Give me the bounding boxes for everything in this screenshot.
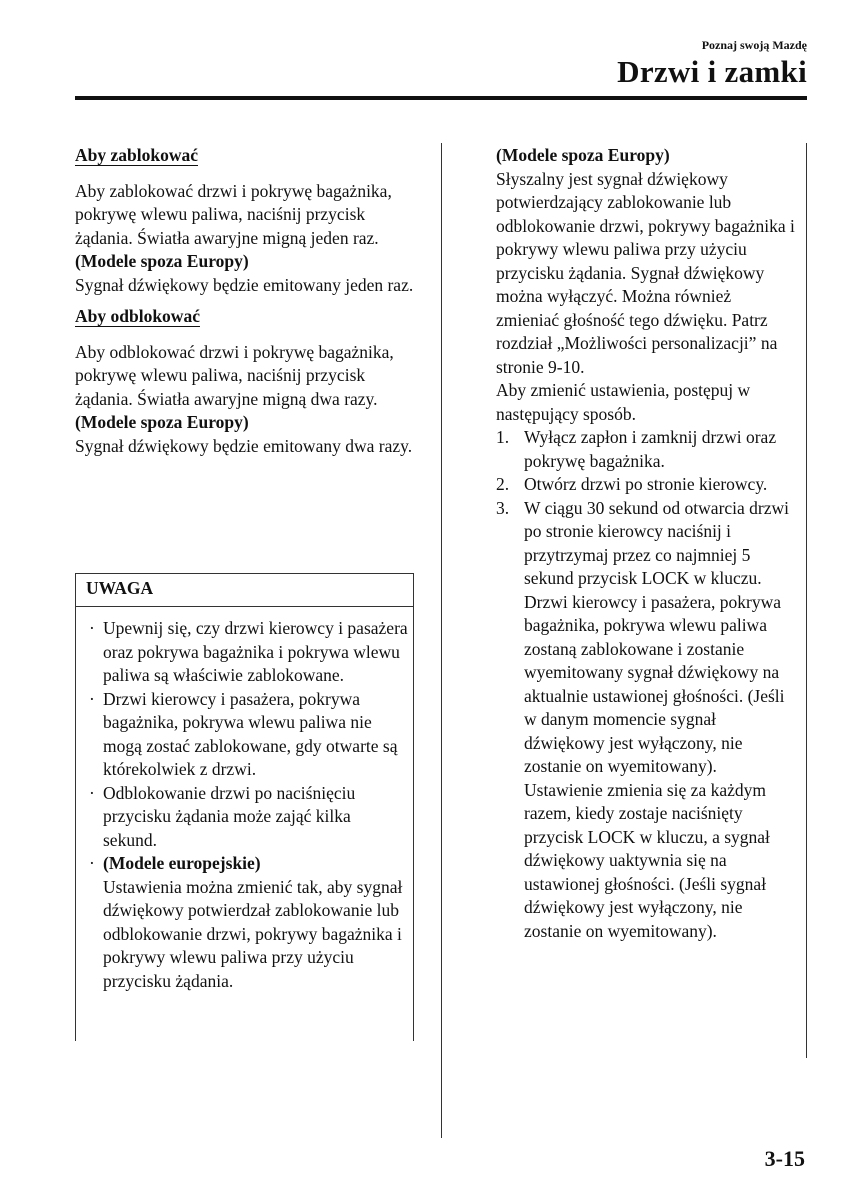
step-item bbox=[496, 473, 796, 497]
note-item bbox=[89, 782, 409, 853]
step-item bbox=[496, 497, 796, 944]
step-text: Otwórz drzwi po stronie kierowcy. bbox=[524, 474, 768, 494]
lock-heading: Aby zablokować bbox=[75, 145, 198, 165]
right-sub-heading: (Modele spoza Europy) bbox=[496, 145, 670, 165]
note-item-text: Odblokowanie drzwi po naciśnięciu przycisku żądania może zająć kilka sekund. bbox=[103, 782, 356, 850]
column-divider-right bbox=[806, 143, 807, 1058]
lock-sub-body: Sygnał dźwiękowy będzie emitowany jeden raz. bbox=[75, 274, 414, 295]
note-item-sub-heading: (Modele europejskie) bbox=[103, 853, 261, 873]
bullet-icon: · bbox=[89, 688, 95, 709]
note-item-text: Drzwi kierowcy i pasażera, pokrywa bagażnika, pokrywa wlewu paliwa nie mogą zostać zablokowane, gdy otwarte są którekolwiek z drzwi. bbox=[103, 688, 398, 779]
note-title: UWAGA bbox=[75, 573, 414, 607]
page-title: Drzwi i zamki bbox=[617, 54, 807, 89]
left-column bbox=[75, 144, 427, 458]
note-item bbox=[89, 852, 409, 993]
note-item bbox=[89, 688, 409, 782]
note-item-text: Ustawienia można zmienić tak, aby sygnał dźwiękowy potwierdzał zablokowanie lub odblokowanie drzwi, pokrywy bagażnika i pokrywy wlewu paliwa przy użyciu przycisku żądania. bbox=[103, 876, 403, 991]
note-box bbox=[75, 573, 414, 1041]
bullet-icon: · bbox=[89, 618, 95, 638]
step-text: Wyłącz zapłon i zamknij drzwi oraz pokrywę bagażnika. bbox=[524, 427, 777, 471]
note-border-right bbox=[413, 607, 414, 1041]
bullet-icon: · bbox=[89, 853, 95, 873]
step-number: 2. bbox=[496, 474, 510, 494]
note-border-left bbox=[75, 607, 76, 1041]
header-section: Poznaj swoją Mazdę bbox=[701, 38, 807, 52]
step-number: 3. bbox=[496, 497, 510, 518]
right-intro: Słyszalny jest sygnał dźwiękowy potwierdzający zablokowanie lub odblokowanie drzwi, pokrywy bagażnika i pokrywy wlewu paliwa przy użyciu przycisku żądania. Sygnał dźwiękowy można wyłączyć. Można również zmieniać głośność tego dźwięku. Patrz rozdział „Możliwości personalizacji” na stronie 9-10. bbox=[496, 168, 795, 377]
column-divider-left bbox=[441, 143, 442, 1138]
step-number: 1. bbox=[496, 427, 510, 447]
step-item bbox=[496, 426, 796, 473]
note-list bbox=[89, 617, 409, 993]
bullet-icon: · bbox=[89, 782, 95, 803]
header-rule bbox=[75, 96, 807, 100]
note-item bbox=[89, 617, 409, 688]
right-column bbox=[496, 144, 796, 943]
note-item-text: Upewnij się, czy drzwi kierowcy i pasażera oraz pokrywa bagażnika i pokrywa wlewu paliwa są właściwie zablokowane. bbox=[103, 618, 408, 685]
page-number: 3-15 bbox=[764, 1146, 805, 1171]
right-lead: Aby zmienić ustawienia, postępuj w następujący sposób. bbox=[496, 380, 751, 424]
step-text: W ciągu 30 sekund od otwarcia drzwi po stronie kierowcy naciśnij i przytrzymaj przez co najmniej 5 sekund przycisk LOCK w kluczu. Drzwi kierowcy i pasażera, pokrywa bagażnika, pokrywa wlewu paliwa zostaną zablokowane i zostanie wyemitowany sygnał dźwiękowy na aktualnie ustawionej głośności. (Jeśli w danym momencie sygnał dźwiękowy jest wyłączony, nie zostanie on wyemitowany). Ustawienie zmienia się za każdym razem, kiedy zostaje naciśnięty przycisk LOCK w kluczu, a sygnał dźwiękowy uaktywnia się na ustawionej głośności. (Jeśli sygnał dźwiękowy jest wyłączony, nie zostanie on wyemitowany). bbox=[524, 497, 790, 941]
unlock-sub-body: Sygnał dźwiękowy będzie emitowany dwa razy. bbox=[75, 435, 413, 456]
unlock-sub-heading: (Modele spoza Europy) bbox=[75, 412, 249, 432]
unlock-heading: Aby odblokować bbox=[75, 306, 200, 326]
unlock-body: Aby odblokować drzwi i pokrywę bagażnika, pokrywę wlewu paliwa, naciśnij przycisk żądania. Światła awaryjne migną dwa razy. bbox=[75, 341, 394, 409]
lock-sub-heading: (Modele spoza Europy) bbox=[75, 251, 249, 271]
lock-body: Aby zablokować drzwi i pokrywę bagażnika, pokrywę wlewu paliwa, naciśnij przycisk żądania. Światła awaryjne migną jeden raz. bbox=[75, 180, 392, 248]
